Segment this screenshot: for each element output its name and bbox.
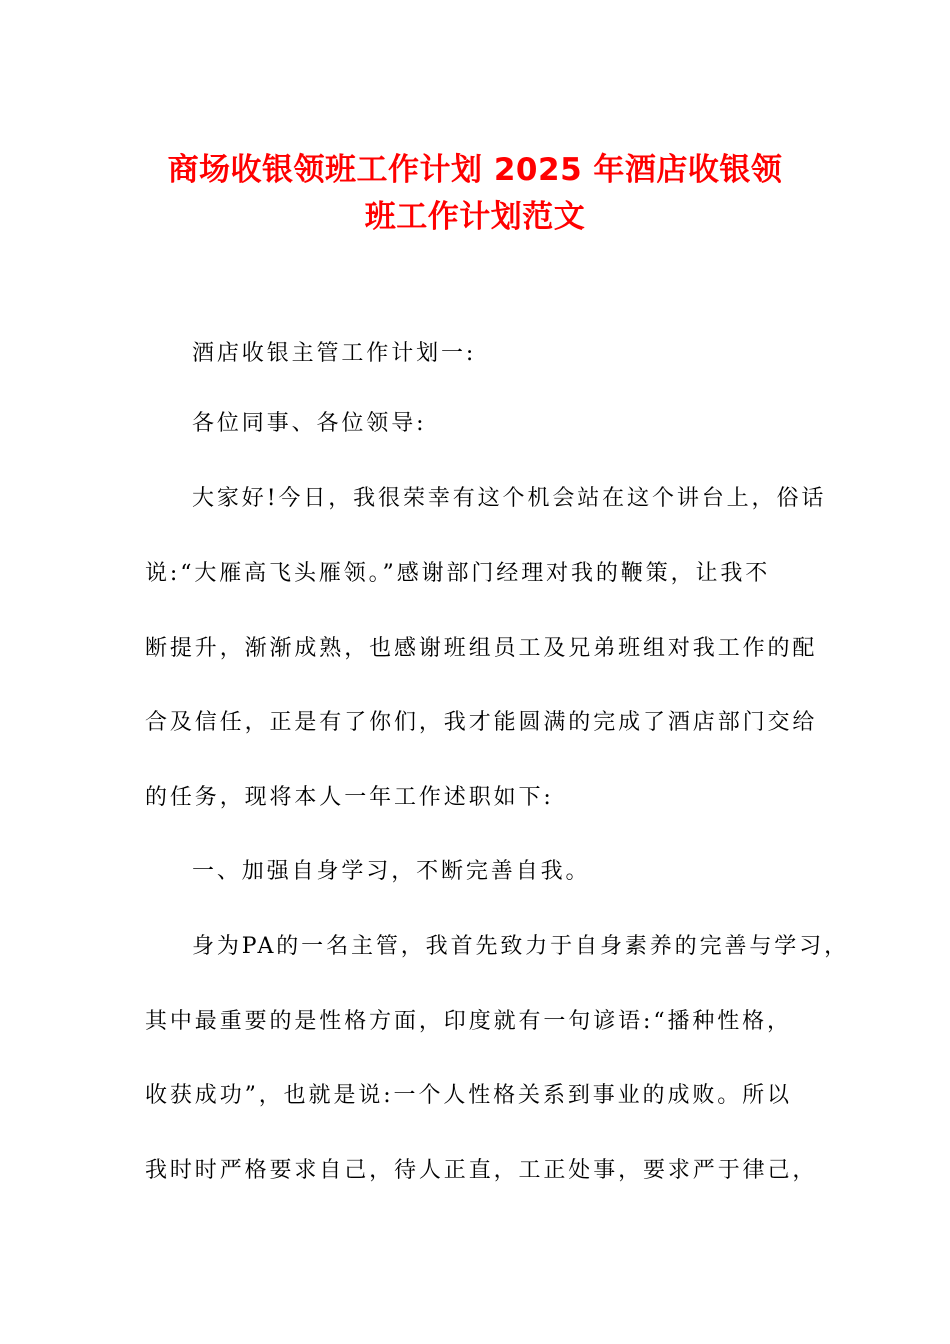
section-heading-self-learning: 一、加强自身学习，不断完善自我。 (192, 859, 591, 884)
salutation: 各位同事、各位领导: (192, 411, 427, 436)
body-text-line: 身为PA的一名主管，我首先致力于自身素养的完善与学习， (192, 934, 849, 959)
body-text-line: 大家好!今日，我很荣幸有这个机会站在这个讲台上，俗话 (192, 486, 827, 511)
document-title-line-1: 商场收银领班工作计划 2025 年酒店收银领 (167, 152, 783, 188)
section-heading-plan-one: 酒店收银主管工作计划一: (192, 341, 477, 366)
body-text-line: 的任务，现将本人一年工作述职如下: (145, 785, 554, 810)
body-text-line: 其中最重要的是性格方面，印度就有一句谚语:“播种性格， (145, 1009, 792, 1034)
body-text-line: 合及信任，正是有了你们，我才能圆满的完成了酒店部门交给 (145, 710, 818, 735)
body-text-line: 断提升，渐渐成熟，也感谢班组员工及兄弟班组对我工作的配 (145, 636, 818, 661)
body-text-line: 收获成功”，也就是说:一个人性格关系到事业的成败。所以 (145, 1083, 792, 1108)
body-text-line: 说:“大雁高飞头雁领。”感谢部门经理对我的鞭策，让我不 (145, 561, 771, 586)
document-title-line-2: 班工作计划范文 (364, 199, 586, 235)
body-text-line: 我时时严格要求自己，待人正直，工正处事，要求严于律己， (145, 1158, 818, 1183)
